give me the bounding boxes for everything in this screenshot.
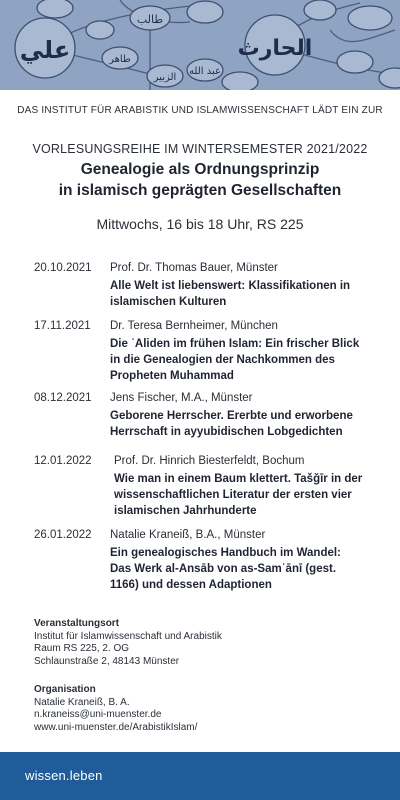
session-speaker: Prof. Dr. Thomas Bauer, Münster	[110, 262, 278, 274]
organiser-email-link[interactable]: n.kraneiss@uni-muenster.de	[34, 709, 162, 720]
title-line-2: in islamisch geprägten Gesellschaften	[58, 182, 342, 199]
calligraphy-al-zubayr: الزبير	[153, 72, 177, 83]
venue-heading: Veranstaltungsort	[34, 618, 120, 629]
session-date: 20.10.2021	[34, 262, 92, 274]
banner-divider	[0, 90, 400, 94]
venue-line: Schlaunstraße 2, 48143 Münster	[34, 655, 180, 667]
footer-bar	[0, 752, 400, 800]
talk-title-line: wissenschaftlichen Literatur der ersten vier	[114, 489, 352, 501]
organisation-block	[34, 684, 197, 734]
calligraphy-tahir: طاهر	[109, 54, 131, 65]
session-speaker: Prof. Dr. Hinrich Biesterfeldt, Bochum	[114, 455, 305, 467]
talk-title-line: islamischen Jahrhunderte	[114, 505, 257, 517]
venue-line: Institut für Islamwissenschaft und Arabistik	[34, 630, 222, 642]
session-date: 26.01.2022	[34, 529, 92, 541]
talk-title-line: Ein genealogisches Handbuch im Wandel:	[110, 547, 341, 559]
session-talk-title	[110, 545, 376, 593]
session-talk-title	[110, 278, 376, 310]
calligraphy-talib: طالب	[136, 13, 164, 26]
talk-title-line: Alle Welt ist liebenswert: Klassifikationen in	[110, 280, 351, 292]
venue-line: Raum RS 225, 2. OG	[34, 643, 130, 654]
talk-title-line: 1166) und dessen Adaptionen	[110, 579, 272, 591]
lecture-series-label: VORLESUNGSREIHE IM WINTERSEMESTER 2021/2022	[32, 142, 368, 156]
calligraphy-ali: علي	[19, 36, 71, 64]
organiser-name: Natalie Kraneiß, B. A.	[34, 696, 130, 708]
title-line-1: Genealogie als Ordnungsprinzip	[80, 161, 320, 178]
organisation-heading: Organisation	[34, 684, 96, 695]
venue-block	[34, 618, 222, 668]
manuscript-illustration	[0, 0, 400, 90]
talk-title-line: islamischen Kulturen	[110, 296, 227, 308]
talk-title-line: Herrschaft in ayyubidischen Lobgedichten	[110, 426, 343, 438]
header-banner-image	[0, 0, 400, 90]
calligraphy-abdallah: عبد الله	[189, 66, 221, 77]
talk-title-line: in die Genealogien der Nachkommen des	[110, 354, 335, 366]
session-date: 12.01.2022	[34, 455, 92, 467]
session-speaker: Natalie Kraneiß, B.A., Münster	[110, 529, 266, 541]
session-date: 17.11.2021	[34, 320, 91, 332]
talk-title-line: Die ʿAliden im frühen Islam: Ein frischer Blick	[110, 338, 360, 350]
talk-title-line: Wie man in einem Baum klettert. Tašǧīr in der	[114, 473, 363, 485]
session-talk-title	[110, 336, 376, 384]
talk-title-line: Geborene Herrscher. Ererbte und erworbene	[110, 410, 353, 422]
institute-website-link[interactable]: www.uni-muenster.de/ArabistikIslam/	[34, 721, 198, 733]
session-speaker: Jens Fischer, M.A., Münster	[110, 392, 253, 404]
footer-brand-logo: wissen.leben	[25, 768, 103, 783]
calligraphy-al-harith: الحارث	[237, 36, 313, 61]
talk-title-line: Propheten Muhammad	[110, 370, 234, 382]
page-title	[0, 159, 400, 201]
schedule-line: Mittwochs, 16 bis 18 Uhr, RS 225	[96, 216, 304, 232]
talk-title-line: Das Werk al-Ansāb von as-Samʿānī (gest.	[110, 563, 337, 575]
session-talk-title	[110, 408, 376, 440]
invitation-line: DAS INSTITUT FÜR ARABISTIK UND ISLAMWISSENSCHAFT LÄDT EIN ZUR	[17, 105, 383, 116]
session-date: 08.12.2021	[34, 392, 92, 404]
session-speaker: Dr. Teresa Bernheimer, München	[110, 320, 278, 332]
session-talk-title	[114, 471, 376, 519]
